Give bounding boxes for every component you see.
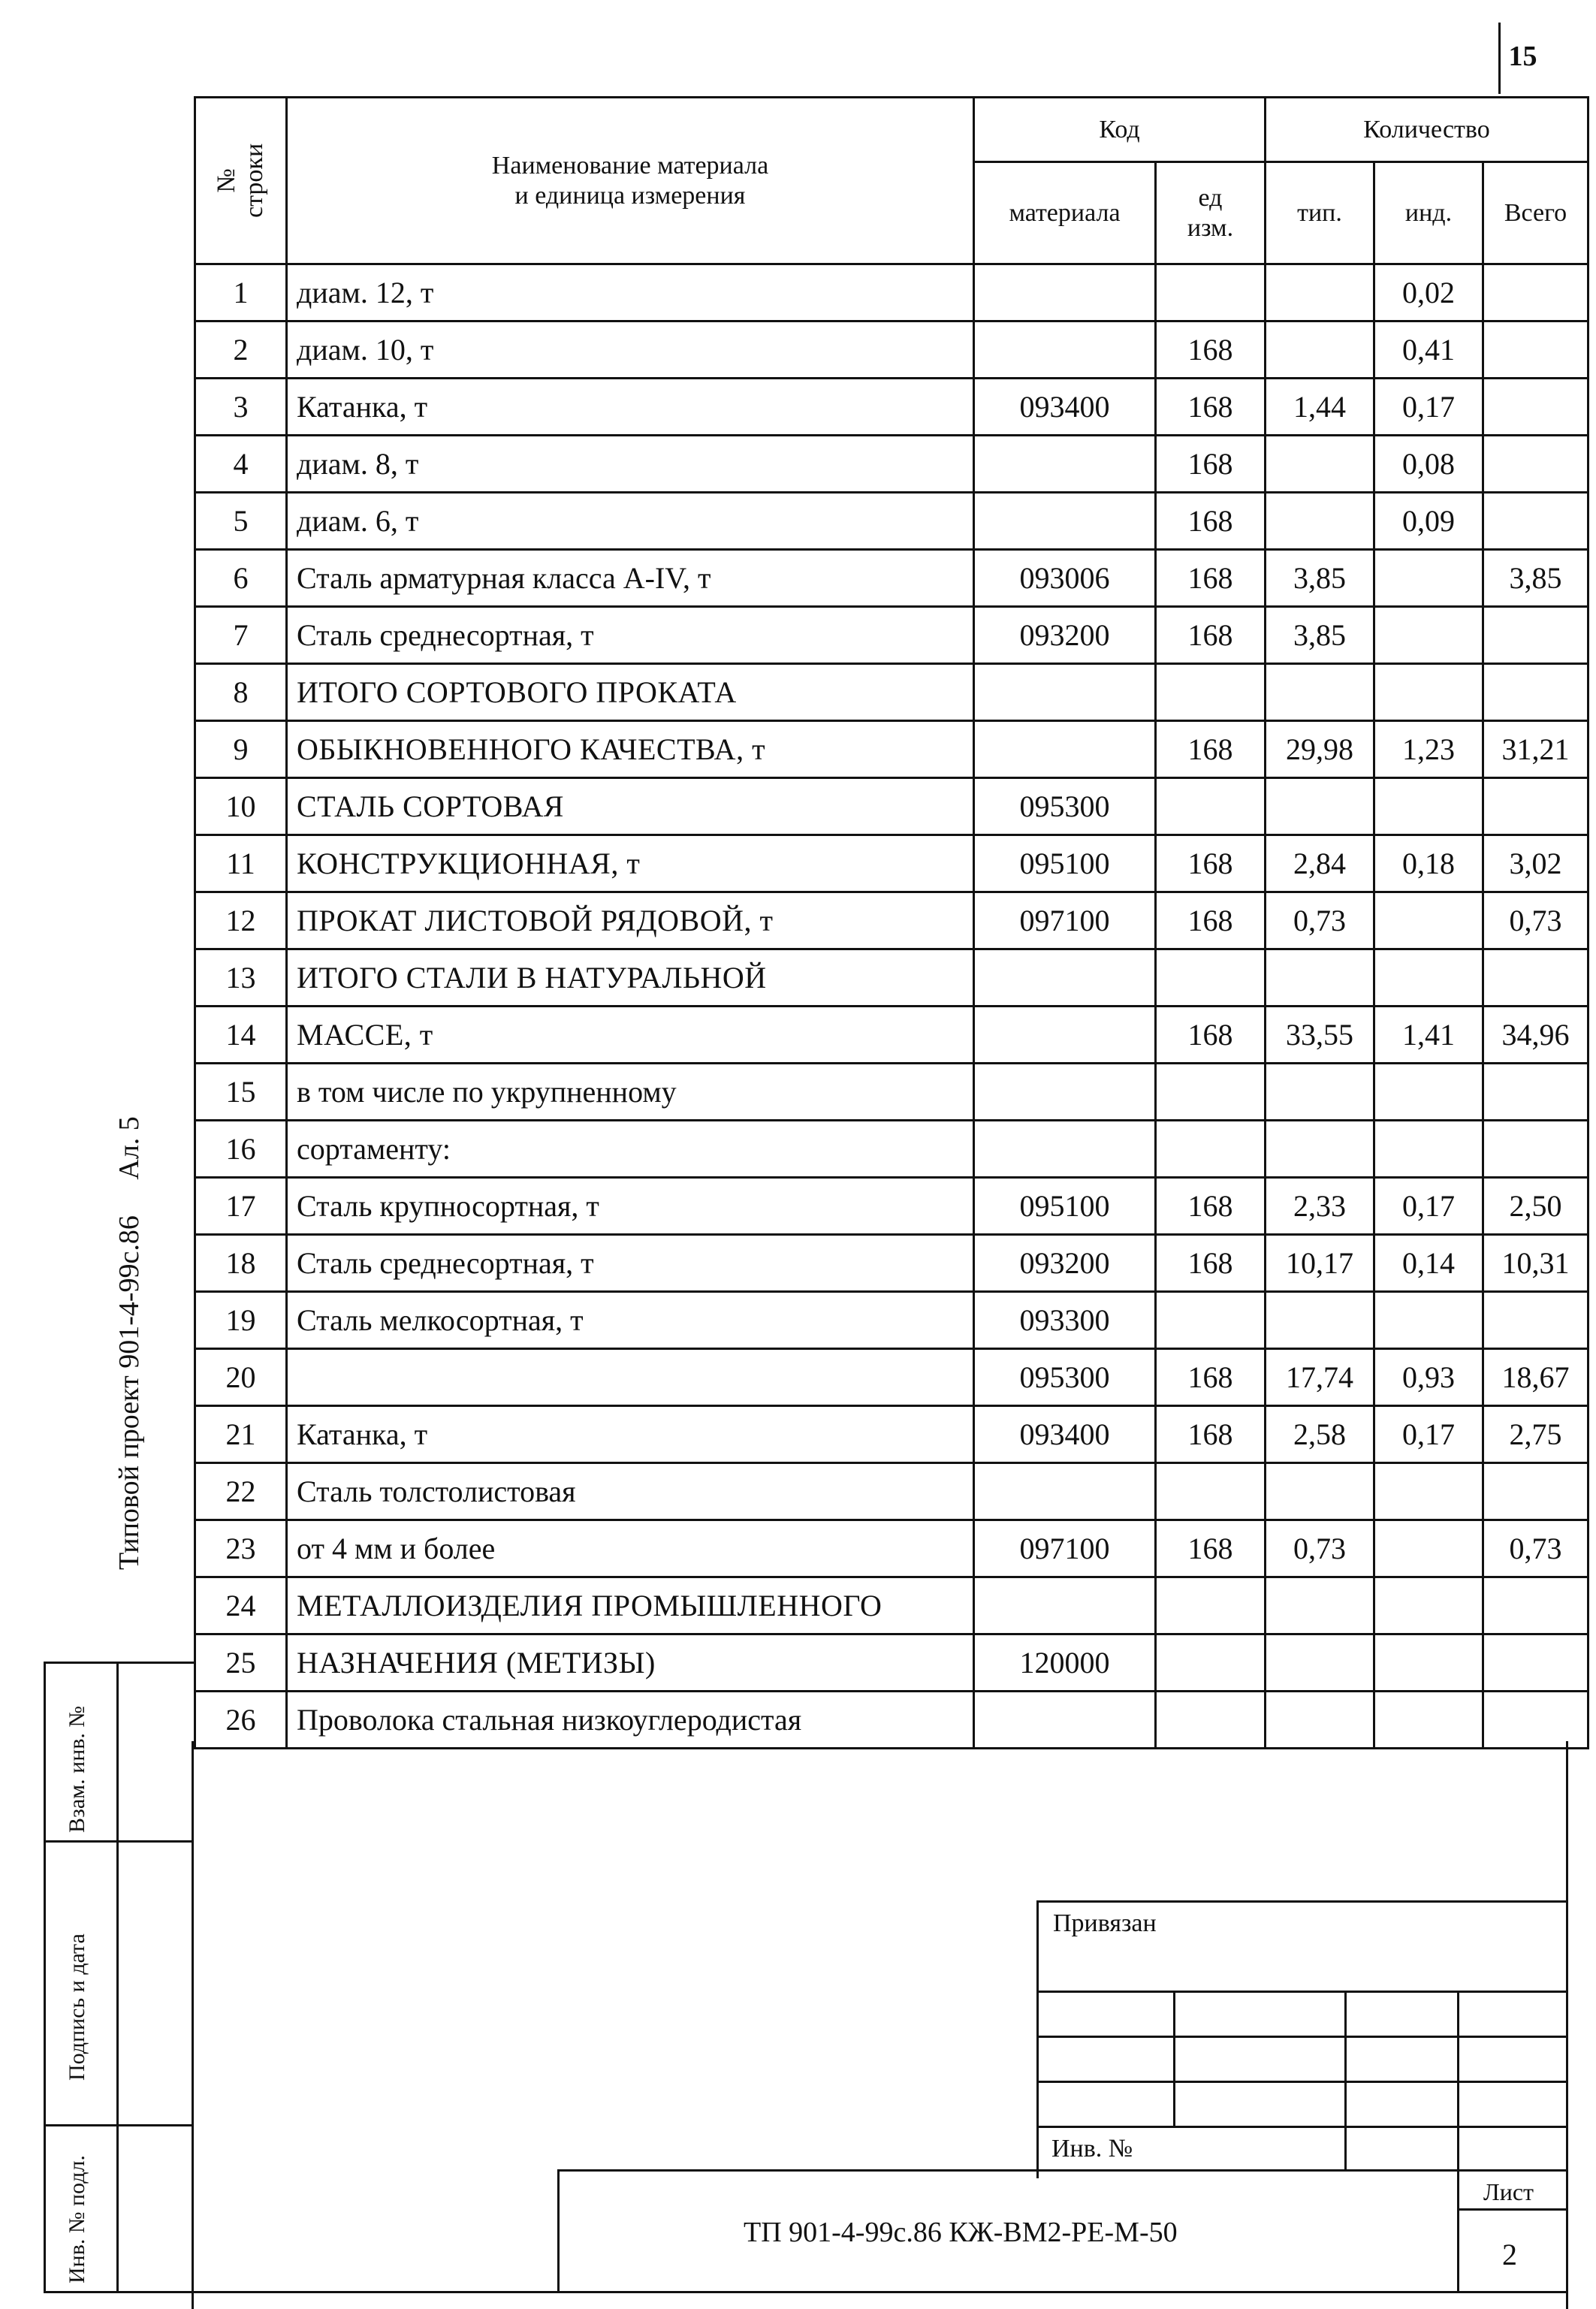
qty-ind-cell bbox=[1374, 1463, 1483, 1520]
row-number-cell: 18 bbox=[195, 1235, 287, 1292]
row-number-cell: 24 bbox=[195, 1577, 287, 1634]
material-code-cell bbox=[974, 1007, 1156, 1064]
qty-ind-cell: 0,08 bbox=[1374, 436, 1483, 493]
qty-total-cell bbox=[1483, 1064, 1588, 1121]
material-name-cell: Сталь среднесортная, т bbox=[287, 1235, 974, 1292]
attached-label: Привязан bbox=[1053, 1909, 1157, 1937]
qty-typ-cell bbox=[1266, 664, 1374, 721]
side-inv-orig: Инв. № подл. bbox=[65, 2155, 89, 2283]
qty-total-cell: 3,85 bbox=[1483, 550, 1588, 607]
qty-ind-cell bbox=[1374, 1121, 1483, 1178]
unit-code-cell: 168 bbox=[1156, 379, 1266, 436]
table-row bbox=[195, 493, 1588, 550]
material-code-cell bbox=[974, 436, 1156, 493]
unit-code-cell: 168 bbox=[1156, 550, 1266, 607]
material-code-cell: 095100 bbox=[974, 835, 1156, 892]
row-number-cell: 10 bbox=[195, 778, 287, 835]
table-row bbox=[195, 264, 1588, 321]
unit-code-cell: 168 bbox=[1156, 321, 1266, 379]
material-code-cell: 093200 bbox=[974, 607, 1156, 664]
qty-typ-cell bbox=[1266, 1463, 1374, 1520]
unit-code-cell: 168 bbox=[1156, 892, 1266, 949]
table-row bbox=[195, 1406, 1588, 1463]
material-name-cell: ПРОКАТ ЛИСТОВОЙ РЯДОВОЙ, т bbox=[287, 892, 974, 949]
qty-total-cell bbox=[1483, 379, 1588, 436]
row-number-cell: 14 bbox=[195, 1007, 287, 1064]
table-row bbox=[195, 1064, 1588, 1121]
material-name-cell: Катанка, т bbox=[287, 379, 974, 436]
qty-typ-cell: 2,33 bbox=[1266, 1178, 1374, 1235]
unit-code-cell bbox=[1156, 1292, 1266, 1349]
table-row bbox=[195, 1178, 1588, 1235]
qty-typ-cell: 0,73 bbox=[1266, 892, 1374, 949]
side-inv-replace: Взам. инв. № bbox=[65, 1705, 89, 1833]
table-row bbox=[195, 778, 1588, 835]
qty-total-cell bbox=[1483, 1292, 1588, 1349]
material-name-cell: диам. 8, т bbox=[287, 436, 974, 493]
unit-code-cell bbox=[1156, 778, 1266, 835]
material-name-cell: Сталь арматурная класса A-IV, т bbox=[287, 550, 974, 607]
header-row-number-text: № строки bbox=[213, 143, 269, 218]
qty-total-cell bbox=[1483, 321, 1588, 379]
table-row bbox=[195, 1577, 1588, 1634]
qty-total-cell bbox=[1483, 1692, 1588, 1749]
material-code-cell: 093400 bbox=[974, 379, 1156, 436]
table-row bbox=[195, 892, 1588, 949]
qty-typ-cell: 1,44 bbox=[1266, 379, 1374, 436]
material-name-cell: КОНСТРУКЦИОННАЯ, т bbox=[287, 835, 974, 892]
qty-total-cell: 31,21 bbox=[1483, 721, 1588, 778]
qty-ind-cell bbox=[1374, 607, 1483, 664]
qty-ind-cell: 0,93 bbox=[1374, 1349, 1483, 1406]
material-code-cell: 093300 bbox=[974, 1292, 1156, 1349]
qty-typ-cell: 2,84 bbox=[1266, 835, 1374, 892]
page-number: 15 bbox=[1508, 41, 1537, 72]
unit-code-cell: 168 bbox=[1156, 1520, 1266, 1577]
qty-ind-cell bbox=[1374, 778, 1483, 835]
header-qty-total: Всего bbox=[1483, 162, 1588, 264]
material-code-cell: 093400 bbox=[974, 1406, 1156, 1463]
material-name-cell: ИТОГО СОРТОВОГО ПРОКАТА bbox=[287, 664, 974, 721]
qty-ind-cell: 0,17 bbox=[1374, 1178, 1483, 1235]
material-code-cell bbox=[974, 1064, 1156, 1121]
material-code-cell: 095300 bbox=[974, 778, 1156, 835]
row-number-cell: 2 bbox=[195, 321, 287, 379]
qty-total-cell: 18,67 bbox=[1483, 1349, 1588, 1406]
material-name-cell: сортаменту: bbox=[287, 1121, 974, 1178]
qty-typ-cell: 10,17 bbox=[1266, 1235, 1374, 1292]
table-row bbox=[195, 949, 1588, 1007]
qty-total-cell: 0,73 bbox=[1483, 1520, 1588, 1577]
material-code-cell bbox=[974, 664, 1156, 721]
qty-total-cell bbox=[1483, 778, 1588, 835]
material-name-cell: диам. 6, т bbox=[287, 493, 974, 550]
row-number-cell: 4 bbox=[195, 436, 287, 493]
table-row bbox=[195, 1292, 1588, 1349]
qty-ind-cell: 1,23 bbox=[1374, 721, 1483, 778]
material-name-cell: Сталь крупносортная, т bbox=[287, 1178, 974, 1235]
row-number-cell: 1 bbox=[195, 264, 287, 321]
qty-ind-cell bbox=[1374, 1064, 1483, 1121]
material-name-cell: Катанка, т bbox=[287, 1406, 974, 1463]
qty-total-cell: 2,50 bbox=[1483, 1178, 1588, 1235]
unit-code-cell: 168 bbox=[1156, 1406, 1266, 1463]
row-number-cell: 5 bbox=[195, 493, 287, 550]
material-code-cell bbox=[974, 721, 1156, 778]
qty-ind-cell bbox=[1374, 1520, 1483, 1577]
material-code-cell: 093006 bbox=[974, 550, 1156, 607]
header-name-line2: и единица измерения bbox=[514, 181, 746, 210]
document-code: ТП 901-4-99с.86 КЖ-ВМ2-РЕ-М-50 bbox=[744, 2217, 1178, 2248]
unit-code-cell: 168 bbox=[1156, 1349, 1266, 1406]
table-row bbox=[195, 1007, 1588, 1064]
table-row bbox=[195, 1349, 1588, 1406]
material-code-cell: 097100 bbox=[974, 1520, 1156, 1577]
qty-ind-cell bbox=[1374, 1577, 1483, 1634]
qty-ind-cell bbox=[1374, 949, 1483, 1007]
qty-total-cell: 0,73 bbox=[1483, 892, 1588, 949]
qty-ind-cell bbox=[1374, 1292, 1483, 1349]
header-name bbox=[287, 98, 974, 264]
material-name-cell: СТАЛЬ СОРТОВАЯ bbox=[287, 778, 974, 835]
table-row bbox=[195, 1692, 1588, 1749]
unit-code-cell bbox=[1156, 1463, 1266, 1520]
qty-total-cell: 3,02 bbox=[1483, 835, 1588, 892]
row-number-cell: 16 bbox=[195, 1121, 287, 1178]
qty-typ-cell bbox=[1266, 493, 1374, 550]
qty-typ-cell: 3,85 bbox=[1266, 607, 1374, 664]
unit-code-cell bbox=[1156, 949, 1266, 1007]
material-code-cell: 095100 bbox=[974, 1178, 1156, 1235]
material-code-cell: 097100 bbox=[974, 892, 1156, 949]
table-row bbox=[195, 607, 1588, 664]
qty-total-cell bbox=[1483, 436, 1588, 493]
unit-code-cell bbox=[1156, 1577, 1266, 1634]
qty-ind-cell bbox=[1374, 550, 1483, 607]
unit-code-cell: 168 bbox=[1156, 607, 1266, 664]
row-number-cell: 19 bbox=[195, 1292, 287, 1349]
row-number-cell: 3 bbox=[195, 379, 287, 436]
row-number-cell: 21 bbox=[195, 1406, 287, 1463]
unit-code-cell: 168 bbox=[1156, 493, 1266, 550]
qty-ind-cell bbox=[1374, 664, 1483, 721]
qty-typ-cell bbox=[1266, 436, 1374, 493]
row-number-cell: 11 bbox=[195, 835, 287, 892]
qty-total-cell bbox=[1483, 264, 1588, 321]
unit-code-cell bbox=[1156, 1634, 1266, 1692]
row-number-cell: 8 bbox=[195, 664, 287, 721]
qty-typ-cell: 2,58 bbox=[1266, 1406, 1374, 1463]
table-row bbox=[195, 721, 1588, 778]
header-code-unit-line1: ед bbox=[1198, 184, 1223, 213]
qty-ind-cell: 0,41 bbox=[1374, 321, 1483, 379]
unit-code-cell: 168 bbox=[1156, 835, 1266, 892]
qty-typ-cell bbox=[1266, 1577, 1374, 1634]
qty-total-cell bbox=[1483, 1121, 1588, 1178]
material-code-cell: 120000 bbox=[974, 1634, 1156, 1692]
qty-ind-cell bbox=[1374, 1634, 1483, 1692]
material-code-cell bbox=[974, 1692, 1156, 1749]
material-name-cell: Проволока стальная низкоуглеродистая bbox=[287, 1692, 974, 1749]
qty-typ-cell bbox=[1266, 321, 1374, 379]
side-album-label: Ал. 5 bbox=[113, 1116, 145, 1180]
table-row bbox=[195, 835, 1588, 892]
qty-ind-cell bbox=[1374, 892, 1483, 949]
material-name-cell: в том числе по укрупненному bbox=[287, 1064, 974, 1121]
header-row-number bbox=[195, 98, 287, 264]
qty-typ-cell bbox=[1266, 778, 1374, 835]
qty-ind-cell bbox=[1374, 1692, 1483, 1749]
row-number-cell: 9 bbox=[195, 721, 287, 778]
material-name-cell: Сталь мелкосортная, т bbox=[287, 1292, 974, 1349]
qty-ind-cell: 0,02 bbox=[1374, 264, 1483, 321]
unit-code-cell bbox=[1156, 664, 1266, 721]
row-number-cell: 6 bbox=[195, 550, 287, 607]
table-row bbox=[195, 1634, 1588, 1692]
material-code-cell bbox=[974, 493, 1156, 550]
row-number-cell: 26 bbox=[195, 1692, 287, 1749]
material-code-cell bbox=[974, 1577, 1156, 1634]
material-code-cell bbox=[974, 949, 1156, 1007]
header-qty-ind: инд. bbox=[1374, 162, 1483, 264]
material-name-cell: Сталь толстолистовая bbox=[287, 1463, 974, 1520]
qty-typ-cell: 17,74 bbox=[1266, 1349, 1374, 1406]
qty-total-cell: 10,31 bbox=[1483, 1235, 1588, 1292]
qty-typ-cell bbox=[1266, 1064, 1374, 1121]
material-name-cell: МАССЕ, т bbox=[287, 1007, 974, 1064]
unit-code-cell: 168 bbox=[1156, 1235, 1266, 1292]
table-row bbox=[195, 379, 1588, 436]
qty-typ-cell: 0,73 bbox=[1266, 1520, 1374, 1577]
qty-typ-cell: 33,55 bbox=[1266, 1007, 1374, 1064]
qty-total-cell: 2,75 bbox=[1483, 1406, 1588, 1463]
unit-code-cell: 168 bbox=[1156, 436, 1266, 493]
qty-typ-cell: 3,85 bbox=[1266, 550, 1374, 607]
inv-no-label: Инв. № bbox=[1051, 2135, 1133, 2163]
material-name-cell: МЕТАЛЛОИЗДЕЛИЯ ПРОМЫШЛЕННОГО bbox=[287, 1577, 974, 1634]
row-number-cell: 15 bbox=[195, 1064, 287, 1121]
qty-ind-cell: 0,09 bbox=[1374, 493, 1483, 550]
qty-total-cell bbox=[1483, 1463, 1588, 1520]
qty-typ-cell: 29,98 bbox=[1266, 721, 1374, 778]
row-number-cell: 25 bbox=[195, 1634, 287, 1692]
qty-total-cell bbox=[1483, 664, 1588, 721]
qty-typ-cell bbox=[1266, 1292, 1374, 1349]
table-row bbox=[195, 1235, 1588, 1292]
qty-typ-cell bbox=[1266, 1634, 1374, 1692]
qty-typ-cell bbox=[1266, 264, 1374, 321]
row-number-cell: 12 bbox=[195, 892, 287, 949]
qty-typ-cell bbox=[1266, 1692, 1374, 1749]
table-row bbox=[195, 550, 1588, 607]
material-code-cell: 095300 bbox=[974, 1349, 1156, 1406]
qty-ind-cell: 1,41 bbox=[1374, 1007, 1483, 1064]
material-name-cell: Сталь среднесортная, т bbox=[287, 607, 974, 664]
qty-total-cell bbox=[1483, 607, 1588, 664]
unit-code-cell bbox=[1156, 264, 1266, 321]
qty-ind-cell: 0,14 bbox=[1374, 1235, 1483, 1292]
material-name-cell: диам. 12, т bbox=[287, 264, 974, 321]
header-name-line1: Наименование материала bbox=[491, 152, 769, 180]
qty-total-cell bbox=[1483, 949, 1588, 1007]
material-code-cell: 093200 bbox=[974, 1235, 1156, 1292]
row-number-cell: 17 bbox=[195, 1178, 287, 1235]
side-sign-date: Подпись и дата bbox=[65, 1933, 89, 2081]
material-code-cell bbox=[974, 1121, 1156, 1178]
row-number-cell: 22 bbox=[195, 1463, 287, 1520]
sheet-number: 2 bbox=[1502, 2238, 1517, 2271]
unit-code-cell bbox=[1156, 1692, 1266, 1749]
unit-code-cell bbox=[1156, 1064, 1266, 1121]
qty-ind-cell: 0,17 bbox=[1374, 1406, 1483, 1463]
row-number-cell: 23 bbox=[195, 1520, 287, 1577]
qty-typ-cell bbox=[1266, 949, 1374, 1007]
material-name-cell: диам. 10, т bbox=[287, 321, 974, 379]
table-row bbox=[195, 1520, 1588, 1577]
unit-code-cell bbox=[1156, 1121, 1266, 1178]
unit-code-cell: 168 bbox=[1156, 1007, 1266, 1064]
material-name-cell: ОБЫКНОВЕННОГО КАЧЕСТВА, т bbox=[287, 721, 974, 778]
qty-typ-cell bbox=[1266, 1121, 1374, 1178]
header-code-unit-line2: изм. bbox=[1187, 213, 1234, 242]
sheet-label: Лист bbox=[1483, 2178, 1534, 2205]
material-name-cell: от 4 мм и более bbox=[287, 1520, 974, 1577]
qty-total-cell bbox=[1483, 1634, 1588, 1692]
row-number-cell: 13 bbox=[195, 949, 287, 1007]
qty-total-cell bbox=[1483, 493, 1588, 550]
table-row bbox=[195, 321, 1588, 379]
table-row bbox=[195, 1121, 1588, 1178]
qty-ind-cell: 0,18 bbox=[1374, 835, 1483, 892]
unit-code-cell: 168 bbox=[1156, 1178, 1266, 1235]
material-name-cell: НАЗНАЧЕНИЯ (МЕТИЗЫ) bbox=[287, 1634, 974, 1692]
qty-total-cell: 34,96 bbox=[1483, 1007, 1588, 1064]
material-code-cell bbox=[974, 1463, 1156, 1520]
row-number-cell: 7 bbox=[195, 607, 287, 664]
materials-table bbox=[194, 96, 1589, 1749]
qty-ind-cell: 0,17 bbox=[1374, 379, 1483, 436]
header-qty-typ: тип. bbox=[1266, 162, 1374, 264]
unit-code-cell: 168 bbox=[1156, 721, 1266, 778]
header-code-group: Код bbox=[974, 98, 1266, 162]
header-code-material: материала bbox=[974, 162, 1156, 264]
qty-total-cell bbox=[1483, 1577, 1588, 1634]
material-name-cell bbox=[287, 1349, 974, 1406]
material-name-cell: ИТОГО СТАЛИ В НАТУРАЛЬНОЙ bbox=[287, 949, 974, 1007]
material-code-cell bbox=[974, 321, 1156, 379]
row-number-cell: 20 bbox=[195, 1349, 287, 1406]
table-row bbox=[195, 436, 1588, 493]
header-code-unit bbox=[1156, 162, 1266, 264]
table-row bbox=[195, 1463, 1588, 1520]
material-code-cell bbox=[974, 264, 1156, 321]
table-row bbox=[195, 664, 1588, 721]
header-qty-group: Количество bbox=[1266, 98, 1588, 162]
side-project-label: Типовой проект 901-4-99с.86 bbox=[113, 1215, 145, 1570]
